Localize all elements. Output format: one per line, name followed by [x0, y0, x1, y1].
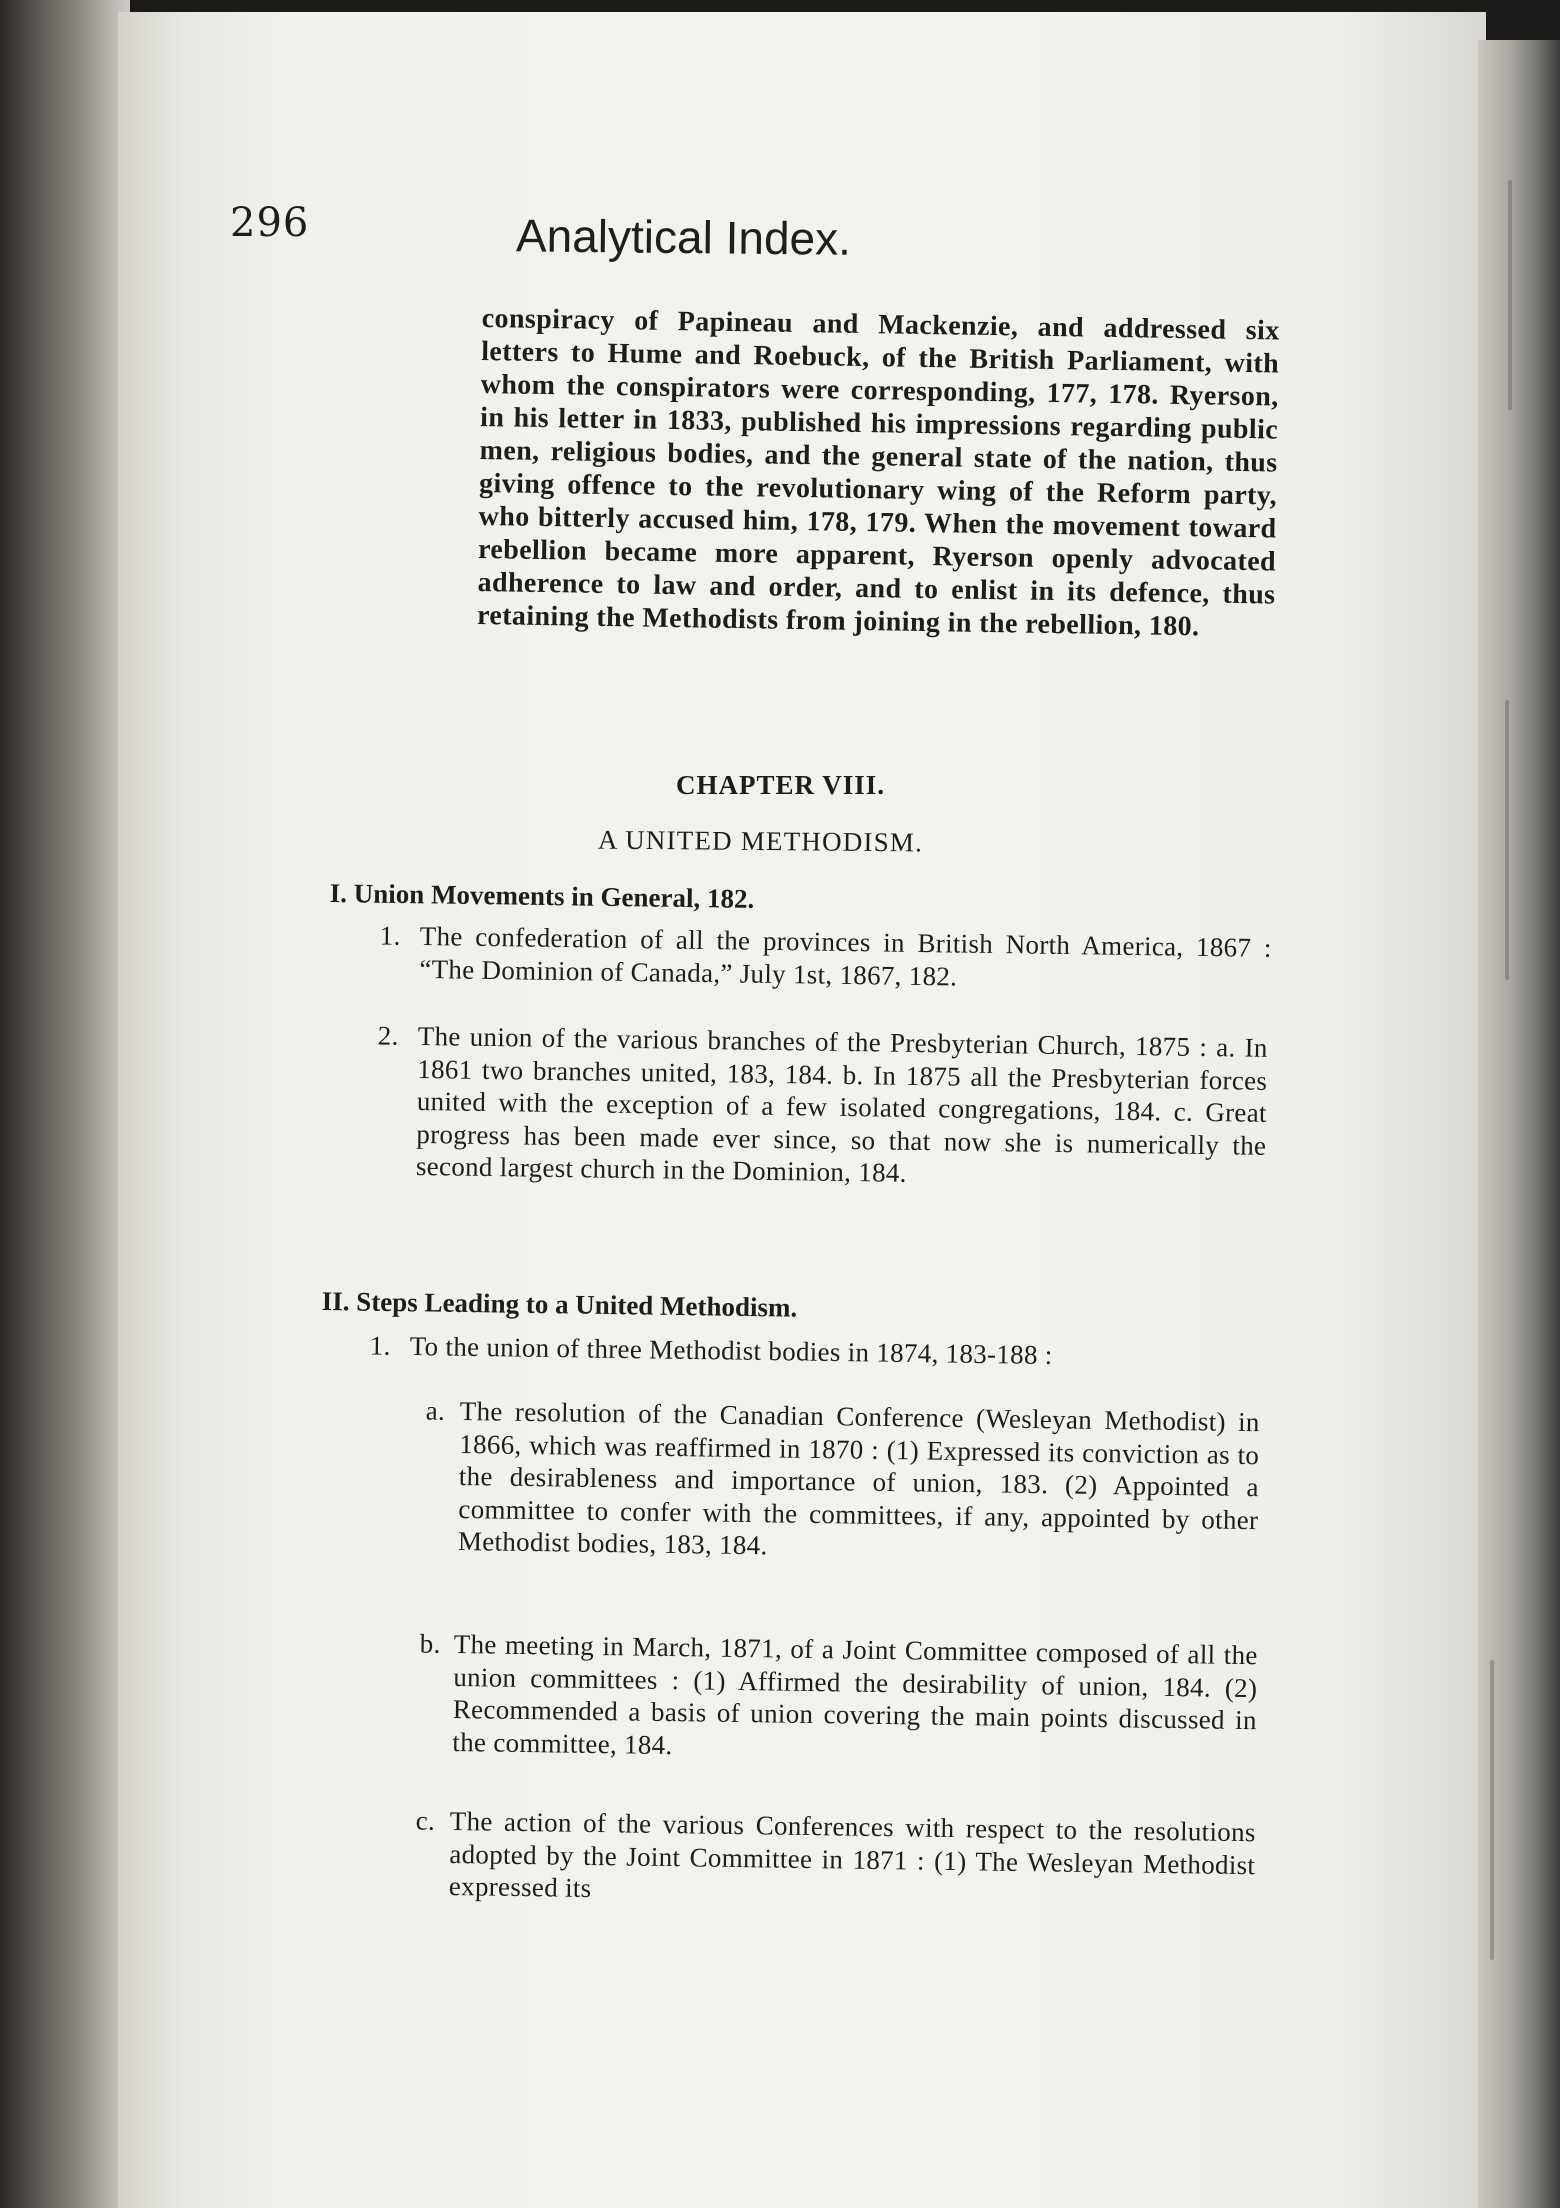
- page-number: 296: [230, 200, 310, 246]
- sub-item: [419, 1628, 1258, 1769]
- chapter-title: A UNITED METHODISM.: [597, 824, 924, 858]
- item-text: The union of the various branches of the Presbyterian Church, 1875 : a. In 1861 two branches united, 183, 184. b. In 1875 all the Presbyterian forces united with the exception of a few isolated congregations, 184. c. Great progress has been made ever since, so that now she is numerically the second largest church in the Dominion, 184.: [415, 1020, 1268, 1188]
- page-edge-mark: [1505, 700, 1509, 980]
- sub-item-letter: c.: [415, 1805, 436, 1836]
- sub-item-text: The meeting in March, 1871, of a Joint Committee composed of all the union committees : (1) Affirmed the desirability of union, 184. (2) Recommended a basis of union covering the main points discussed in the committee, 184.: [452, 1628, 1258, 1760]
- sub-item-letter: a.: [425, 1395, 446, 1426]
- chapter-heading: CHAPTER VIII.: [676, 770, 886, 800]
- intro-paragraph: conspiracy of Papineau and Mackenzie, and addressed six letters to Hume and Roebuck, of the British Parliament, with whom the conspirators were corresponding, 177, 178. Ryerson, in his letter in 1833, published his impressions regarding public men, religious bodies, and the general state of the nation, thus giving offence to the revolutionary wing of the Reform party, who bitterly accused him, 178, 179. When the movement toward rebellion became more apparent, Ryerson openly advocated adherence to law and order, and to enlist in its defence, thus retaining the Methodists from joining in the rebellion, 180.: [476, 302, 1280, 643]
- sub-item: [415, 1805, 1256, 1914]
- list-item: [379, 920, 1272, 997]
- running-title: Analytical Index.: [515, 209, 852, 265]
- item-text: To the union of three Methodist bodies in 1874, 183-188 :: [409, 1330, 1053, 1370]
- page-edge-mark: [1508, 180, 1512, 410]
- list-item: [377, 1020, 1268, 1194]
- item-number: 1.: [379, 920, 401, 951]
- item-number: 1.: [369, 1330, 391, 1361]
- item-text: The confederation of all the provinces in British North America, 1867 : “The Dominion of Canada,” July 1st, 1867, 182.: [419, 920, 1272, 992]
- page-edge-mark: [1490, 1660, 1494, 1960]
- left-page-edges: [0, 0, 130, 2208]
- sub-item-letter: b.: [419, 1628, 441, 1659]
- sub-item-text: The action of the various Conferences with respect to the resolutions adopted by the Joint Committee in 1871 : (1) The Wesleyan Methodist expressed its: [448, 1805, 1256, 1903]
- item-number: 2.: [377, 1020, 399, 1051]
- section-heading: II. Steps Leading to a United Methodism.: [321, 1286, 798, 1323]
- sub-item-text: The resolution of the Canadian Conference (Wesleyan Methodist) in 1866, which was reaffirmed in 1870 : (1) Expressed its conviction as to the desirableness and importance of union, 183. (2) Appointed a committee to confer with the committees, if any, appointed by other Methodist bodies, 183, 184.: [457, 1395, 1260, 1561]
- section-heading: I. Union Movements in General, 182.: [329, 878, 755, 914]
- sub-item: [425, 1395, 1260, 1569]
